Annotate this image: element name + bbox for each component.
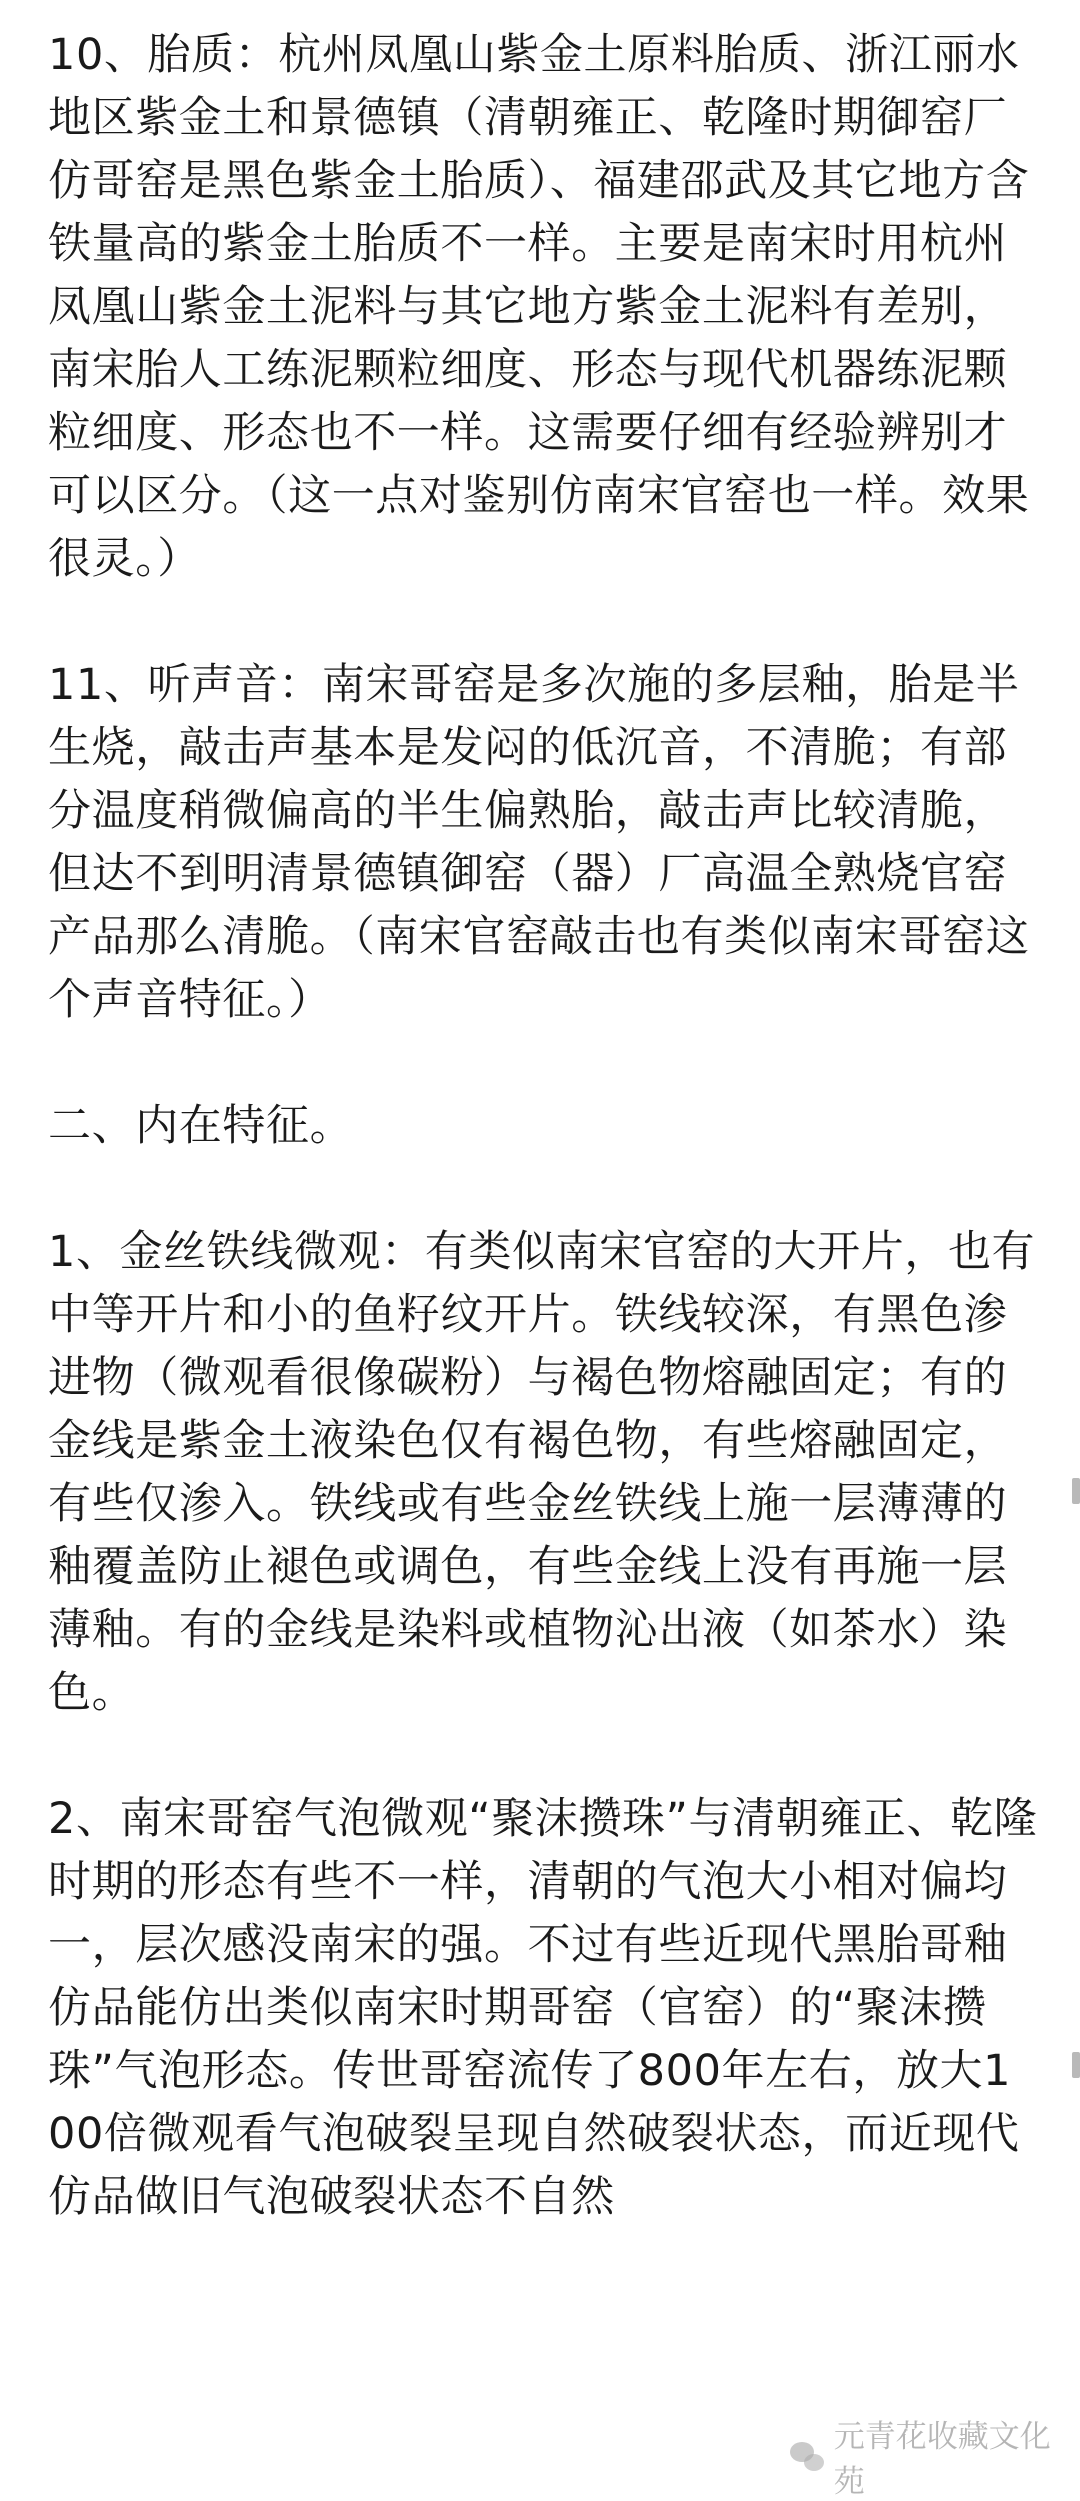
scroll-indicator[interactable] [1072,2052,1080,2078]
article-body [48,24,1038,2229]
paragraph-2-bubbles: 2、南宋哥窑气泡微观“聚沫攒珠”与清朝雍正、乾隆时期的形态有些不一样，清朝的气泡大小相对偏均一，层次感没南宋的强。不过有些近现代黑胎哥釉仿品能仿出类似南宋时期哥窑（官窑）的“聚沫攒珠”气泡形态。传世哥窑流传了800年左右，放大100倍微观看气泡破裂呈现自然破裂状态，而近现代仿品做旧气泡破裂状态不自然 [48,1794,1038,2222]
section-heading-internal-features: 二、内在特征。 [48,1101,354,1151]
watermark [790,2419,1080,2500]
wechat-icon [790,2438,826,2474]
paragraph-11-sound: 11、听声音：南宋哥窑是多次施的多层釉，胎是半生烧，敲击声基本是发闷的低沉音，不清脆；有部分温度稍微偏高的半生偏熟胎，敲击声比较清脆，但达不到明清景德镇御窑（器）厂高温全熟烧官窑产品那么清脆。（南宋官窑敲击也有类似南宋哥窑这个声音特征。） [48,660,1030,1025]
scroll-indicator[interactable] [1072,1478,1080,1504]
paragraph-1-crackle-lines: 1、金丝铁线微观：有类似南宋官窑的大开片，也有中等开片和小的鱼籽纹开片。铁线较深，有黑色渗进物（微观看很像碳粉）与褐色物熔融固定；有的金线是紫金土液染色仅有褐色物，有些熔融固定，有些仅渗入。铁线或有些金丝铁线上施一层薄薄的釉覆盖防止褪色或调色，有些金线上没有再施一层薄釉。有的金线是染料或植物沁出液（如茶水）染色。 [48,1227,1036,1718]
paragraph-10-body-quality: 10、胎质：杭州凤凰山紫金土原料胎质、浙江丽水地区紫金土和景德镇（清朝雍正、乾隆时期御窑厂仿哥窑是黑色紫金土胎质）、福建邵武及其它地方含铁量高的紫金土胎质不一样。主要是南宋时用杭州凤凰山紫金土泥料与其它地方紫金土泥料有差别，南宋胎人工练泥颗粒细度、形态与现代机器练泥颗粒细度、形态也不一样。这需要仔细有经验辨别才可以区分。（这一点对鉴别仿南宋官窑也一样。效果很灵。） [48,30,1030,584]
watermark-text: 元青花收藏文化苑 [833,2419,1051,2500]
